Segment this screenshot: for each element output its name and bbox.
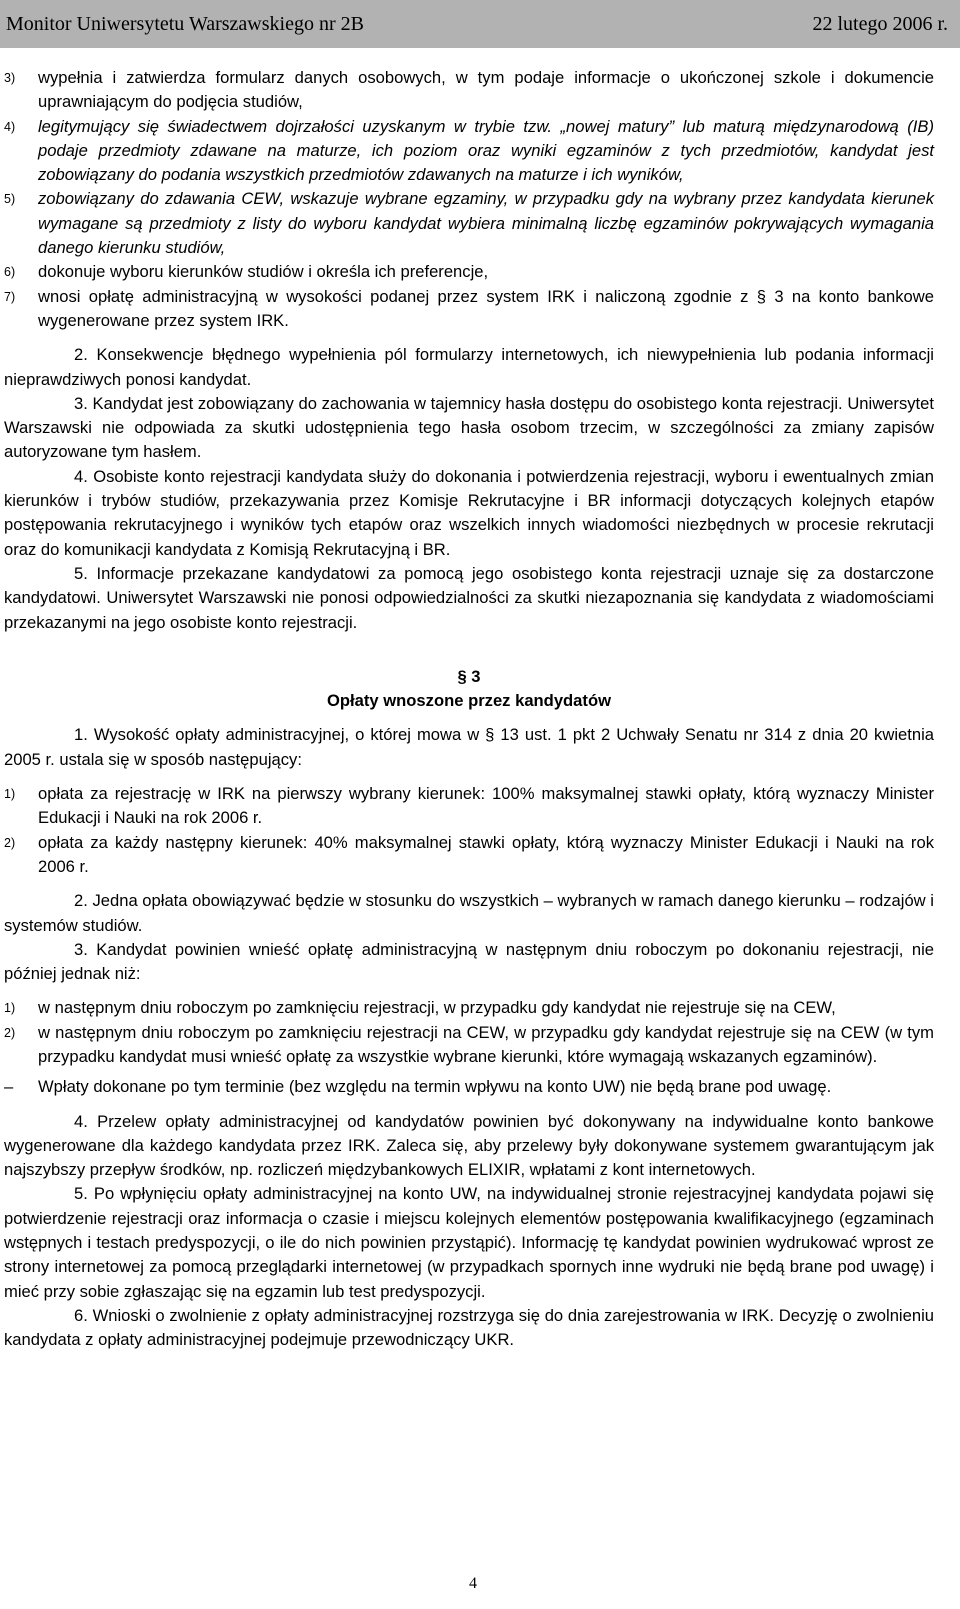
paragraph: 4. Osobiste konto rejestracji kandydata służy do dokonania i potwierdzenia rejestracji, wyboru i ewentualnych zmian kierunków i trybów studiów, przekazywania przez Komisje Rekrutacyjne i BR informacji dotyczących kolejnych etapów postępowania rekrutacyjnego i wyników tych etapów oraz wszelkich innych wiadomości niezbędnych w procesie rekrutacji oraz do komunikacji kandydata z Komisją Rekrutacyjną i BR.: [4, 466, 934, 559]
list-item: [4, 1021, 934, 1070]
list-item-number: 1): [4, 1001, 16, 1016]
list-item-text: dokonuje wyboru kierunków studiów i określa ich preferencje,: [38, 262, 489, 282]
list-item: [4, 115, 934, 188]
document-body: [4, 66, 934, 1353]
list-item-number: 1): [4, 787, 16, 802]
list-item: [4, 66, 934, 115]
spacer: [4, 986, 934, 996]
paragraph: 3. Kandydat jest zobowiązany do zachowania w tajemnicy hasła dostępu do osobistego konta rejestracji. Uniwersytet Warszawski nie odpowiada za skutki udostępnienia tego hasła osobom trzecim, w szczególności za zmiany zapisów autoryzowane tym hasłem.: [4, 393, 934, 462]
spacer: [4, 713, 934, 723]
list-item: [4, 285, 934, 334]
spacer: [4, 635, 934, 665]
paragraph: 5. Informacje przekazane kandydatowi za pomocą jego osobistego konta rejestracji uznaje się za dostarczone kandydatowi. Uniwersytet Warszawski nie ponosi odpowiedzialności za skutki niezapoznania się kandydata z wiadomościami przekazanymi na jego osobiste konto rejestracji.: [4, 563, 934, 632]
header-date: 22 lutego 2006 r.: [812, 13, 948, 35]
paragraph: 6. Wnioski o zwolnienie z opłaty administracyjnej rozstrzyga się do dnia zarejestrowania w IRK. Decyzję o zwolnieniu kandydata z opłaty administracyjnej podejmuje przewodniczący UKR.: [4, 1305, 934, 1350]
list-item-number: 7): [4, 289, 16, 304]
page-header: [0, 0, 960, 48]
list-item-text: opłata za każdy następny kierunek: 40% maksymalnej stawki opłaty, którą wyznaczy Minister Edukacji i Nauki na rok 2006 r.: [38, 832, 934, 876]
list-item: [4, 996, 934, 1020]
dash-marker: –: [4, 1077, 14, 1097]
paragraph: 5. Po wpłynięciu opłaty administracyjnej na konto UW, na indywidualnej stronie rejestracyjnej kandydata pojawi się potwierdzenie rejestracji oraz informacja o czasie i miejscu kolejnych elementów postępowania kwalifikacyjnego (egzaminach wstępnych i testach predyspozycji, o ile do nich powinien przystąpić). Informację tę kandydat powinien wydrukować wprost ze strony internetowej za pomocą przeglądarki internetowej (w przypadkach spornych inne wydruki nie będą brane pod uwagę) i mieć przy sobie zgłaszając się na egzamin lub test predyspozycji.: [4, 1184, 934, 1301]
list-item: [4, 187, 934, 260]
spacer: [4, 879, 934, 889]
list-item: [4, 831, 934, 880]
paragraph: 2. Jedna opłata obowiązywać będzie w stosunku do wszystkich – wybranych w ramach danego kierunku – rodzajów i systemów studiów.: [4, 891, 934, 935]
section-number: § 3: [457, 666, 481, 686]
list-item-number: 5): [4, 192, 16, 207]
list-item-text: zobowiązany do zdawania CEW, wskazuje wybrane egzaminy, w przypadku gdy na wybrany przez kandydata kierunek wymagane są przedmioty z listy do wyboru kandydat wybiera minimalną liczbę egzaminów pokrywających wymagania danego kierunku studiów,: [38, 189, 934, 258]
page-number: 4: [469, 1575, 477, 1592]
spacer: [4, 333, 934, 343]
list-item-number: 4): [4, 119, 16, 134]
list-item-number: 2): [4, 835, 16, 850]
list-item: [4, 260, 934, 284]
list-item-text: w następnym dniu roboczym po zamknięciu rejestracji na CEW, w przypadku gdy kandydat rejestruje się na CEW (w tym przypadku kandydat musi wnieść opłatę za wszystkie wybrane kierunki, które wymagają wskazanych egzaminów).: [38, 1022, 934, 1066]
dash-note: [4, 1075, 934, 1099]
list-item-text: legitymujący się świadectwem dojrzałości uzyskanym w trybie tzw. „nowej matury” lub maturą międzynarodową (IB) podaje przedmioty zdawane na maturze, ich poziom oraz wyniki egzaminów z tych przedmiotów, kandydat jest zobowiązany do podania wszystkich przedmiotów zdawanych na maturze i ich wyników,: [38, 116, 934, 185]
paragraph: 4. Przelew opłaty administracyjnej od kandydatów powinien być dokonywany na indywidualne konto bankowe wygenerowane dla każdego kandydata przez IRK. Zaleca się, aby przelewy były dokonywane systemem gwarantującym jak najszybszy przepływ środków, np. rozliczeń międzybankowych ELIXIR, wpłatami z kont internetowych.: [4, 1111, 934, 1180]
list-item-text: wypełnia i zatwierdza formularz danych osobowych, w tym podaje informacje o ukończonej szkole i dokumencie uprawniającym do podjęcia studiów,: [38, 68, 934, 112]
list-item-text: w następnym dniu roboczym po zamknięciu rejestracji, w przypadku gdy kandydat nie rejestruje się na CEW,: [38, 998, 836, 1018]
section-title: Opłaty wnoszone przez kandydatów: [327, 691, 611, 711]
list-item-number: 3): [4, 71, 16, 85]
spacer: [4, 772, 934, 782]
paragraph: 2. Konsekwencje błędnego wypełnienia pól formularzy internetowych, ich niewypełnienia lub podania informacji nieprawdziwych ponosi kandydat.: [4, 345, 934, 389]
dash-note-text: Wpłaty dokonane po tym terminie (bez względu na termin wpływu na konto UW) nie będą brane pod uwagę.: [38, 1077, 832, 1097]
header-publication-title: Monitor Uniwersytetu Warszawskiego nr 2B: [6, 13, 364, 35]
paragraph: 3. Kandydat powinien wnieść opłatę administracyjną w następnym dniu roboczym po dokonaniu rejestracji, nie później jednak niż:: [4, 939, 934, 984]
spacer: [4, 1100, 934, 1110]
list-item: [4, 782, 934, 831]
paragraph: 1. Wysokość opłaty administracyjnej, o której mowa w § 13 ust. 1 pkt 2 Uchwały Senatu nr 314 z dnia 20 kwietnia 2005 r. ustala się w sposób następujący:: [4, 725, 934, 769]
list-item-number: 2): [4, 1025, 16, 1040]
list-item-number: 6): [4, 265, 16, 280]
list-item-text: opłata za rejestrację w IRK na pierwszy wybrany kierunek: 100% maksymalnej stawki opłaty, którą wyznaczy Minister Edukacji i Nauki na rok 2006 r.: [38, 784, 934, 828]
list-item-text: wnosi opłatę administracyjną w wysokości podanej przez system IRK i naliczoną zgodnie z § 3 na konto bankowe wygenerowane przez system IRK.: [38, 286, 934, 330]
